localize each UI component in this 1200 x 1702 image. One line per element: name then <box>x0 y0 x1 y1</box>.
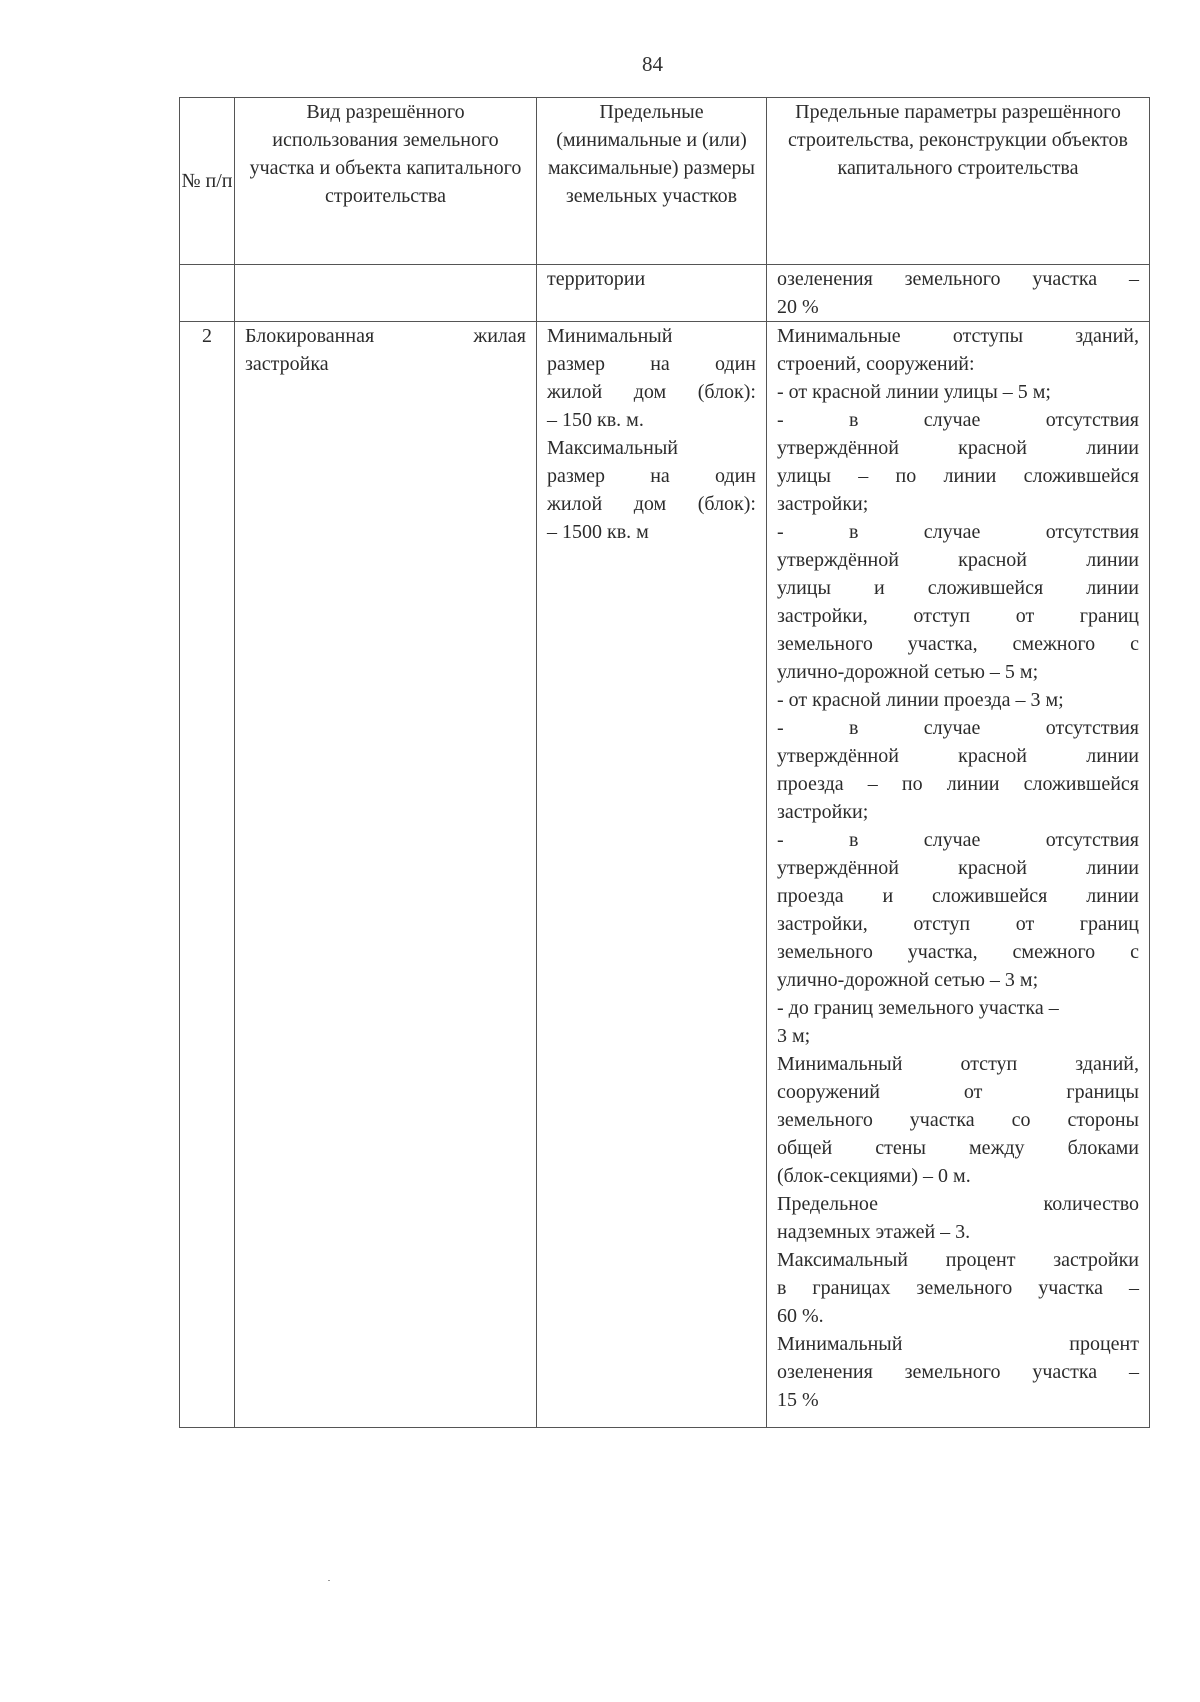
parameters-line: утверждённой красной линии <box>777 857 1139 879</box>
parameters-line: улицы и сложившейся линии <box>777 577 1139 599</box>
parameters-line: Минимальный отступ зданий, <box>777 1053 1139 1075</box>
parameters-line: (блок-секциями) – 0 м. <box>777 1165 971 1187</box>
plot-size-line: жилой дом (блок): <box>547 381 756 403</box>
parameters-line: утверждённой красной линии <box>777 437 1139 459</box>
parameters-line: общей стены между блоками <box>777 1137 1139 1159</box>
plot-size-line: жилой дом (блок): <box>547 493 756 515</box>
parameters-line: Минимальные отступы зданий, <box>777 325 1139 347</box>
header-use-type: Вид разрешённого использования земельного участка и объекта капитального строительства <box>235 98 537 265</box>
parameters-line: сооружений от границы <box>777 1081 1139 1103</box>
parameters-line: Максимальный процент застройки <box>777 1249 1139 1271</box>
parameters-line: 15 % <box>777 1389 819 1411</box>
parameters-line: 60 %. <box>777 1305 824 1327</box>
plot-size-line: Минимальный <box>547 325 673 347</box>
parameters-line: - до границ земельного участка – <box>777 997 1059 1019</box>
parameters-line: улицы – по линии сложившейся <box>777 465 1139 487</box>
parameters-line: - от красной линии улицы – 5 м; <box>777 381 1051 403</box>
parameters-line: 3 м; <box>777 1025 811 1047</box>
row-number: 2 <box>180 322 235 1428</box>
parameters-line: 20 % <box>777 296 819 318</box>
parameters-line: - от красной линии проезда – 3 м; <box>777 689 1064 711</box>
parameters-line: улично-дорожной сетью – 5 м; <box>777 661 1039 683</box>
cell-plot-size <box>537 322 767 1428</box>
parameters-line: застройки, отступ от границ <box>777 605 1139 627</box>
use-type-line: застройка <box>245 353 329 375</box>
plot-size-line: размер на один <box>547 353 756 375</box>
table-row <box>180 322 1150 1428</box>
use-type-line: Блокированная жилая <box>245 325 526 347</box>
header-number: № п/п <box>180 98 235 265</box>
parameters-line: - в случае отсутствия <box>777 409 1139 431</box>
cell-empty-use-type <box>235 265 537 322</box>
parameters-line: Минимальный процент <box>777 1333 1139 1355</box>
parameters-line: надземных этажей – 3. <box>777 1221 971 1243</box>
cell-parameters-continued <box>767 265 1150 322</box>
cell-use-type <box>235 322 537 1428</box>
parameters-line: Предельное количество <box>777 1193 1139 1215</box>
parameters-line: улично-дорожной сетью – 3 м; <box>777 969 1039 991</box>
parameters-line: - в случае отсутствия <box>777 717 1139 739</box>
parameters-line: земельного участка, смежного с <box>777 633 1139 655</box>
parameters-line: земельного участка со стороны <box>777 1109 1139 1131</box>
parameters-line: строений, сооружений: <box>777 353 975 375</box>
parameters-line: застройки, отступ от границ <box>777 913 1139 935</box>
parameters-line: проезда – по линии сложившейся <box>777 773 1139 795</box>
parameters-line: земельного участка, смежного с <box>777 941 1139 963</box>
parameters-line: утверждённой красной линии <box>777 745 1139 767</box>
plot-size-line: – 1500 кв. м <box>547 521 649 543</box>
table-header-row <box>180 98 1150 265</box>
parameters-line: застройки; <box>777 801 869 823</box>
header-parameters: Предельные параметры разрешённого строительства, реконструкции объектов капитального строительства <box>767 98 1150 265</box>
plot-size-line: – 150 кв. м. <box>547 409 644 431</box>
header-plot-size: Предельные (минимальные и (или) максимальные) размеры земельных участков <box>537 98 767 265</box>
parameters-line: в границах земельного участка – <box>777 1277 1139 1299</box>
cell-plot-size-continued: территории <box>537 265 767 322</box>
table-row-continuation <box>180 265 1150 322</box>
plot-size-line: размер на один <box>547 465 756 487</box>
parameters-line: утверждённой красной линии <box>777 549 1139 571</box>
parameters-line: застройки; <box>777 493 869 515</box>
cell-parameters <box>767 322 1150 1428</box>
parameters-line: озеленения земельного участка – <box>777 1361 1139 1383</box>
plot-size-line: Максимальный <box>547 437 678 459</box>
parameters-line: - в случае отсутствия <box>777 521 1139 543</box>
page-number: 84 <box>642 52 663 76</box>
scan-speck <box>328 1580 330 1581</box>
land-use-table <box>179 97 1150 1428</box>
parameters-line: озеленения земельного участка – <box>777 268 1139 290</box>
parameters-line: проезда и сложившейся линии <box>777 885 1139 907</box>
cell-empty-number <box>180 265 235 322</box>
parameters-line: - в случае отсутствия <box>777 829 1139 851</box>
